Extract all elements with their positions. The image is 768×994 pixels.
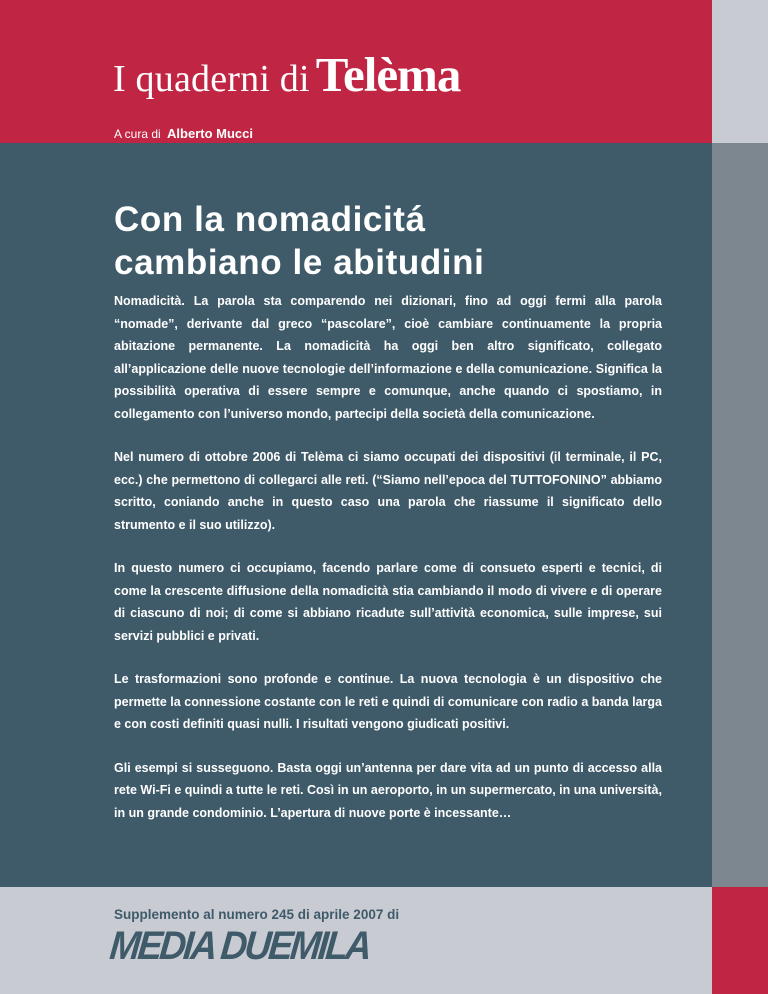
article-headline xyxy=(114,198,674,284)
media-duemila-logo: MEDIA DUEMILA xyxy=(107,924,372,968)
title-brand: Telèma xyxy=(315,47,461,102)
title-prefix: I quaderni di xyxy=(113,58,310,100)
side-strip-middle xyxy=(712,143,768,887)
paragraph-3: In questo numero ci occupiamo, facendo parlare come di consueto esperti e tecnici, di come la crescente diffusione della nomadicità stia cambiando il modo di vivere e di operare di ciascuno di noi; di come si abbiano ricadute sull’attività economica, sulle imprese, sui servizi pubblici e privati. xyxy=(114,561,662,643)
headline-line-1: Con la nomadicitá xyxy=(114,200,426,239)
headline-line-2: cambiano le abitudini xyxy=(114,243,485,282)
paragraph-5: Gli esempi si susseguono. Basta oggi un’antenna per dare vita ad un punto di accesso alla rete Wi-Fi e quindi a tutte le reti. Così in un aeroporto, in un supermercato, in una università, in un grande condominio. L’apertura di nuove porte è incessante… xyxy=(114,760,662,820)
supplement-note: Supplemento al numero 245 di aprile 2007 di xyxy=(114,907,400,922)
publication-title xyxy=(113,47,461,102)
curator-prefix: A cura di xyxy=(114,127,161,141)
paragraph-1: Nomadicità. La parola sta comparendo nei dizionari, fino ad oggi fermi alla parola “nomade”, derivante dal greco “pascolare”, cioè cambiare continuamente la propria abitazione permanente. La nomadicità ha oggi ben altro significato, collegato all’applicazione delle nuove tecnologie dell’informazione e della comunicazione. Significa la possibilità operativa di essere sempre e comunque, anche quando ci spostiamo, in collegamento con l’universo mondo, partecipi della società della comunicazione. xyxy=(114,294,662,421)
paragraph-4: Le trasformazioni sono profonde e continue. La nuova tecnologia è un dispositivo che permette la connessione costante con le reti e quindi di comunicare con radio a banda larga e con costi definiti quasi nulli. I risultati vengono giudicati positivi. xyxy=(114,672,662,731)
side-strip-bottom xyxy=(712,887,768,994)
curator-line xyxy=(114,127,253,140)
side-strip-top xyxy=(712,0,768,143)
article-body xyxy=(114,290,662,845)
curator-name: Alberto Mucci xyxy=(167,126,254,141)
paragraph-2: Nel numero di ottobre 2006 di Telèma ci siamo occupati dei dispositivi (il terminale, il PC, ecc.) che permettono di collegarci alle reti. (“Siamo nell’epoca del TUTTOFONINO” abbiamo scritto, coniando anche in questo caso una parola che riassume il significato dello strumento e il suo utilizzo). xyxy=(114,450,662,532)
